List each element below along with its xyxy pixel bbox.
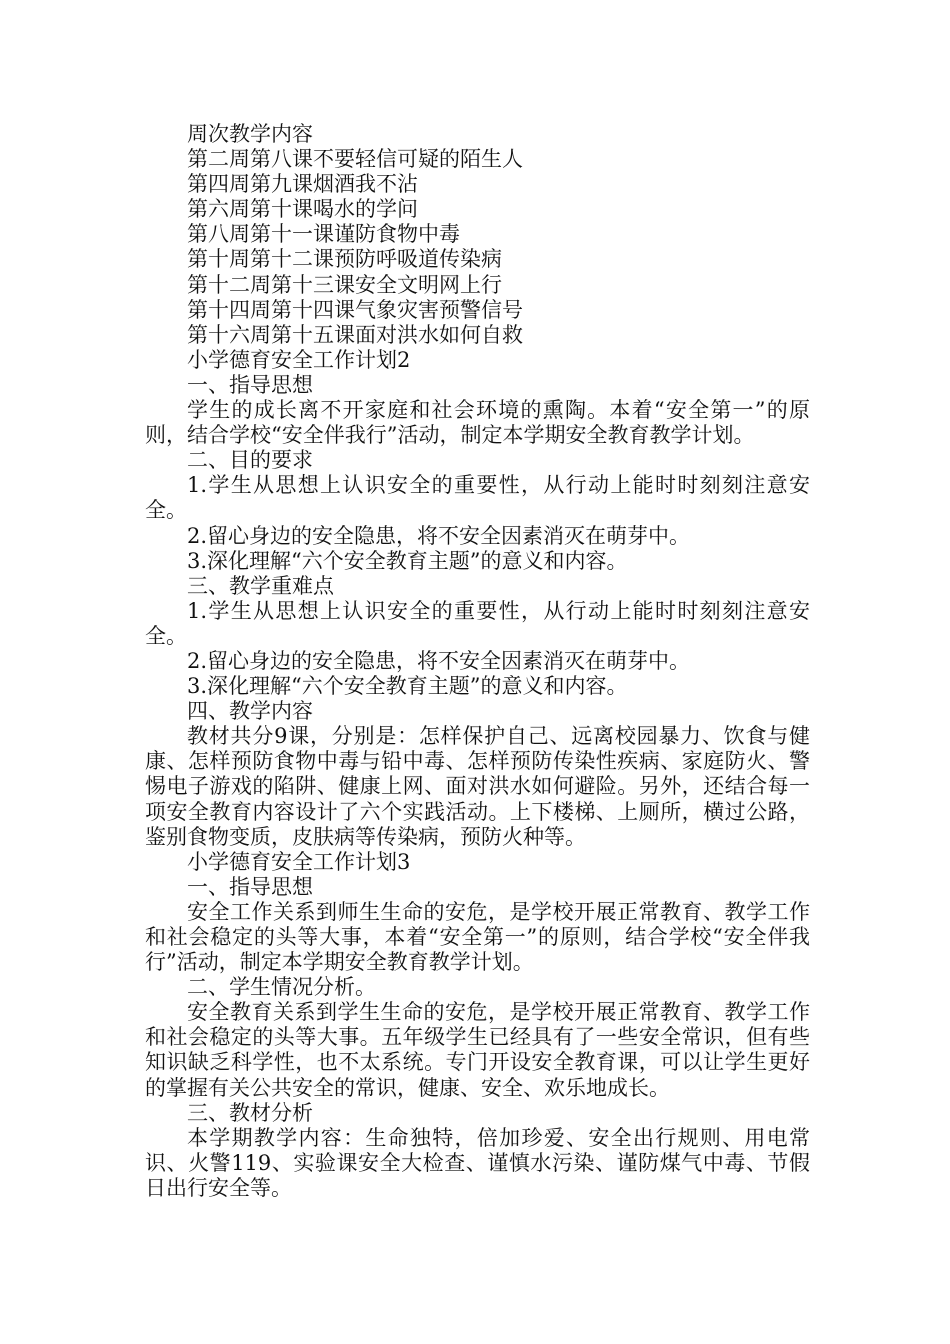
list-item: 1.学生从思想上认识安全的重要性，从行动上能时时刻刻注意安全。 — [145, 473, 810, 523]
section-heading: 三、教学重难点 — [187, 573, 334, 598]
schedule-item: 第二周第八课不要轻信可疑的陌生人 — [187, 147, 523, 172]
schedule-heading: 周次教学内容 — [187, 122, 313, 146]
body-paragraph: 本学期教学内容：生命独特，倍加珍爱、安全出行规则、用电常识、火警119、实验课安全大检查、谨慎水污染、谨防煤气中毒、节假日出行安全等。 — [145, 1125, 810, 1200]
body-paragraph: 安全教育关系到学生生命的安危，是学校开展正常教育、教学工作和社会稳定的头等大事。五年级学生已经具有了一些安全常识，但有些知识缺乏科学性，也不太系统。专门开设安全教育课，可以让学生更好的掌握有关公共安全的常识，健康、安全、欢乐地成长。 — [145, 1000, 810, 1100]
list-item: 3.深化理解“六个安全教育主题”的意义和内容。 — [187, 674, 628, 699]
section-heading: 四、教学内容 — [187, 699, 313, 724]
plan-title: 小学德育安全工作计划2 — [187, 347, 411, 372]
section-heading: 二、目的要求 — [187, 448, 313, 473]
schedule-item: 第十二周第十三课安全文明网上行 — [187, 272, 502, 297]
document-body — [145, 122, 810, 1201]
list-item: 2.留心身边的安全隐患，将不安全因素消灭在萌芽中。 — [187, 648, 691, 673]
section-heading: 一、指导思想 — [187, 372, 313, 397]
schedule-item: 第四周第九课烟酒我不沾 — [187, 172, 418, 197]
plan-title: 小学德育安全工作计划3 — [187, 849, 411, 874]
list-item: 2.留心身边的安全隐患，将不安全因素消灭在萌芽中。 — [187, 523, 691, 548]
schedule-item: 第十四周第十四课气象灾害预警信号 — [187, 297, 523, 322]
schedule-item: 第十周第十二课预防呼吸道传染病 — [187, 247, 502, 272]
list-item: 3.深化理解“六个安全教育主题”的意义和内容。 — [187, 548, 628, 573]
section-heading: 二、学生情况分析。 — [187, 975, 376, 1000]
body-paragraph: 教材共分9课，分别是：怎样保护自己、远离校园暴力、饮食与健康、怎样预防食物中毒与铅中毒、怎样预防传染性疾病、家庭防火、警惕电子游戏的陷阱、健康上网、面对洪水如何避险。另外，还结合每一项安全教育内容设计了六个实践活动。上下楼梯、上厕所，横过公路，鉴别食物变质，皮肤病等传染病，预防火种等。 — [145, 724, 810, 849]
body-paragraph: 学生的成长离不开家庭和社会环境的熏陶。本着“安全第一”的原则，结合学校“安全伴我行”活动，制定本学期安全教育教学计划。 — [145, 398, 810, 448]
list-item: 1.学生从思想上认识安全的重要性，从行动上能时时刻刻注意安全。 — [145, 598, 810, 648]
schedule-item: 第八周第十一课谨防食物中毒 — [187, 222, 460, 247]
body-paragraph: 安全工作关系到师生生命的安危，是学校开展正常教育、教学工作和社会稳定的头等大事，本着“安全第一”的原则，结合学校“安全伴我行”活动，制定本学期安全教育教学计划。 — [145, 899, 810, 975]
section-heading: 一、指导思想 — [187, 874, 313, 899]
schedule-item: 第六周第十课喝水的学问 — [187, 197, 418, 222]
schedule-item: 第十六周第十五课面对洪水如何自救 — [187, 322, 523, 347]
section-heading: 三、教材分析 — [187, 1100, 313, 1125]
